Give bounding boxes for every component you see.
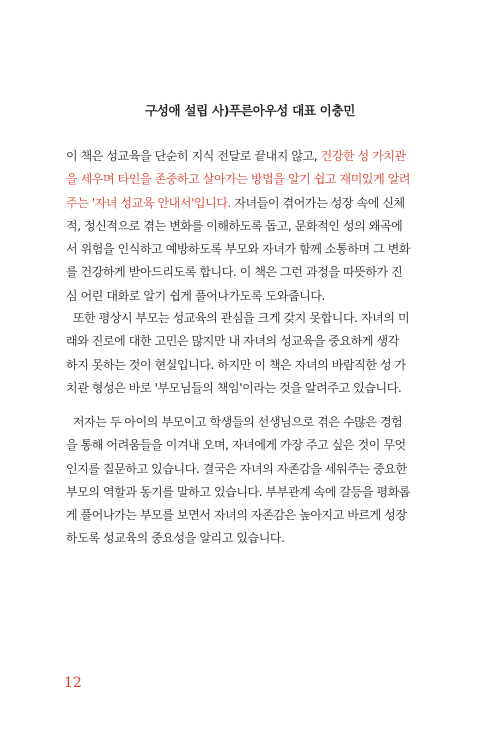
- text-line: [66, 527, 440, 550]
- text-segment: 심 어린 대화로 알기 쉽게 풀어나가도록 도와줍니다.: [66, 288, 325, 303]
- text-segment: 저자는 두 아이의 부모이고 학생들의 선생님으로 겪은 수많은 경험: [66, 415, 403, 429]
- highlighted-text: 건강한 성 가치관: [320, 149, 406, 163]
- page-number: 12: [64, 675, 82, 691]
- text-line: [66, 168, 440, 191]
- text-line: [66, 481, 440, 504]
- text-line: [66, 411, 440, 434]
- text-line: [66, 192, 440, 215]
- text-segment: 이 책은 성교육을 단순히 지식 전달로 끝내지 않고,: [66, 149, 321, 163]
- text-segment: 인지를 질문하고 있습니다. 결국은 자녀의 자존감을 세워주는 중요한: [66, 461, 407, 476]
- highlighted-text: 주는 '자녀 성교육 안내서'입니다.: [66, 195, 231, 210]
- text-line: [66, 434, 440, 457]
- text-segment: 서 위험을 인식하고 예방하도록 부모와 자녀가 함께 소통하며 그 변화: [66, 242, 411, 257]
- text-line: [66, 377, 440, 400]
- text-segment: 또한 평상시 부모는 성교육의 관심을 크게 갖지 못합니다. 자녀의 미: [66, 311, 410, 325]
- paragraph-2: [66, 307, 440, 400]
- text-line: [66, 307, 440, 330]
- text-line: [66, 145, 440, 168]
- text-line: [66, 285, 440, 308]
- text-segment: 게 풀어나가는 부모를 보면서 자녀의 자존감은 높아지고 바르게 성장: [66, 508, 407, 523]
- text-segment: 적, 정신적으로 겪는 변화를 이해하도록 돕고, 문화적인 성의 왜곡에: [66, 218, 403, 233]
- endorser-heading: 구성애 설립 사)푸른아우성 대표 이충민: [144, 103, 356, 118]
- text-segment: 을 통해 어려움들을 이겨내 오며, 자녀에게 가장 주고 싶은 것이 무엇: [66, 438, 406, 453]
- text-segment: 치관 형성은 바로 '부모님들의 책임'이라는 것을 알려주고 있습니다.: [66, 380, 402, 395]
- text-line: [66, 458, 440, 481]
- text-segment: 하도록 성교육의 중요성을 알리고 있습니다.: [66, 531, 285, 546]
- text-segment: 래와 진로에 대한 고민은 많지만 내 자녀의 성교육을 중요하게 생각: [66, 334, 399, 349]
- text-line: [66, 330, 440, 353]
- paragraph-1: [66, 145, 440, 308]
- text-line: [66, 354, 440, 377]
- text-line: [66, 261, 440, 284]
- text-segment: 를 건강하게 받아드리도록 합니다. 이 책은 그런 과정을 따뜻하가 진: [66, 265, 403, 280]
- text-segment: 부모의 역할과 동기를 말하고 있습니다. 부부관계 속에 갈등을 평화롭: [66, 484, 411, 499]
- text-segment: 자녀들이 겪어가는 성장 속에 신체: [230, 195, 405, 210]
- highlighted-text: 을 세우며 타인을 존중하고 살아가는 방법을 알기 쉽고 재미있게 알려: [66, 172, 411, 187]
- paragraph-3: [66, 411, 440, 551]
- text-line: [66, 504, 440, 527]
- text-segment: 하지 못하는 것이 현실입니다. 하지만 이 책은 자녀의 바람직한 성 가: [66, 357, 406, 372]
- text-line: [66, 215, 440, 238]
- text-line: [66, 238, 440, 261]
